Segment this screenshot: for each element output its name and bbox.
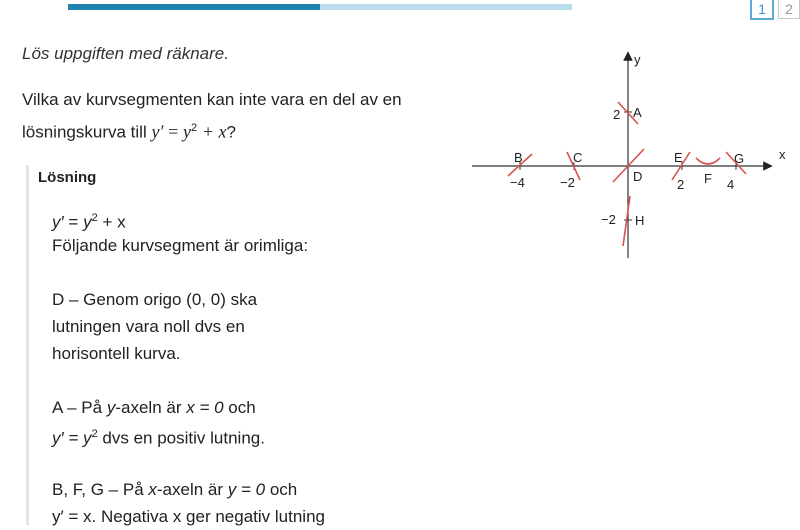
sol-a-word: -axeln är bbox=[115, 398, 182, 417]
sol-a2-rest: dvs en positiv lutning. bbox=[102, 428, 265, 448]
page-button-2[interactable]: 2 bbox=[778, 0, 800, 19]
sol-eq-exp: 2 bbox=[91, 212, 98, 224]
question-line-2 bbox=[22, 114, 452, 147]
solution-d-line-1: D – Genom origo (0, 0) ska bbox=[52, 290, 258, 309]
tick-label-x-neg2: −2 bbox=[560, 175, 575, 190]
segment-f bbox=[696, 158, 720, 164]
segment-label-h: H bbox=[635, 213, 645, 228]
sol-a-and: och bbox=[228, 398, 256, 417]
solution-d-line-2: lutningen vara noll dvs en bbox=[52, 317, 245, 336]
sol-b-var: x bbox=[148, 480, 157, 499]
equation-equals: = bbox=[168, 121, 179, 142]
sol-eq-lhs: y′ bbox=[52, 212, 64, 232]
slope-field-graph bbox=[468, 48, 798, 268]
sol-eq-rest: + x bbox=[102, 212, 126, 232]
solution-a-line-2 bbox=[52, 421, 265, 452]
y-axis-label: y bbox=[634, 52, 641, 67]
question-text bbox=[22, 86, 452, 147]
equation-lhs: y′ bbox=[151, 121, 164, 142]
sol-b-cond: y = 0 bbox=[227, 480, 266, 499]
segment-label-d: D bbox=[633, 169, 643, 184]
equation-exponent: 2 bbox=[191, 122, 198, 134]
solution-a-line-1 bbox=[52, 394, 256, 421]
question-line-1: Vilka av kurvsegmenten kan inte vara en del av en bbox=[22, 90, 402, 109]
sol-b-word: -axeln är bbox=[156, 480, 224, 499]
solution-b-line-2: y′ = x. Negativa x ger negativ lutning bbox=[52, 507, 325, 526]
sol-b-and: och bbox=[269, 480, 298, 499]
segment-label-g: G bbox=[734, 151, 745, 166]
tick-label-x-neg4: −4 bbox=[510, 175, 525, 190]
equation-rest: + x bbox=[201, 121, 227, 142]
sol-eq-base: y bbox=[83, 212, 92, 232]
segment-h bbox=[623, 196, 630, 246]
solution-title: Lösning bbox=[38, 169, 97, 186]
sol-a-pre: A – På bbox=[52, 398, 103, 417]
sol-b-pre: B, F, G – På bbox=[52, 480, 144, 499]
solution-divider bbox=[26, 165, 29, 525]
sol-a2-exp: 2 bbox=[91, 428, 98, 440]
sol-a2-lhs: y′ = y bbox=[52, 428, 92, 448]
page-button-1[interactable]: 1 bbox=[750, 0, 774, 20]
progress-bar-fill bbox=[68, 4, 320, 10]
equation-base: y bbox=[183, 121, 192, 142]
solution-b-line-1 bbox=[52, 476, 297, 503]
sol-eq-mid: = bbox=[68, 212, 79, 232]
sol-a-var: y bbox=[106, 398, 116, 417]
x-axis-label: x bbox=[779, 147, 786, 162]
tick-label-y-neg2: −2 bbox=[601, 212, 616, 227]
sol-a-cond: x = 0 bbox=[186, 398, 224, 417]
solution-d-line-3: horisontell kurva. bbox=[52, 344, 181, 363]
segment-label-b: B bbox=[514, 150, 523, 165]
question-suffix: ? bbox=[226, 122, 236, 142]
segment-label-a: A bbox=[633, 105, 642, 120]
page-navigation bbox=[750, 0, 800, 20]
segment-label-f: F bbox=[704, 171, 712, 186]
solution-intro: Följande kurvsegment är orimliga: bbox=[52, 236, 309, 255]
tick-label-y-2: 2 bbox=[613, 107, 621, 122]
segment-label-c: C bbox=[573, 150, 583, 165]
instruction-text: Lös uppgiften med räknare. bbox=[22, 44, 229, 63]
segment-label-e: E bbox=[674, 150, 683, 165]
question-prefix: lösningskurva till bbox=[22, 122, 147, 142]
tick-label-x-2: 2 bbox=[677, 177, 685, 192]
progress-bar bbox=[68, 4, 572, 10]
tick-label-x-4: 4 bbox=[727, 177, 735, 192]
